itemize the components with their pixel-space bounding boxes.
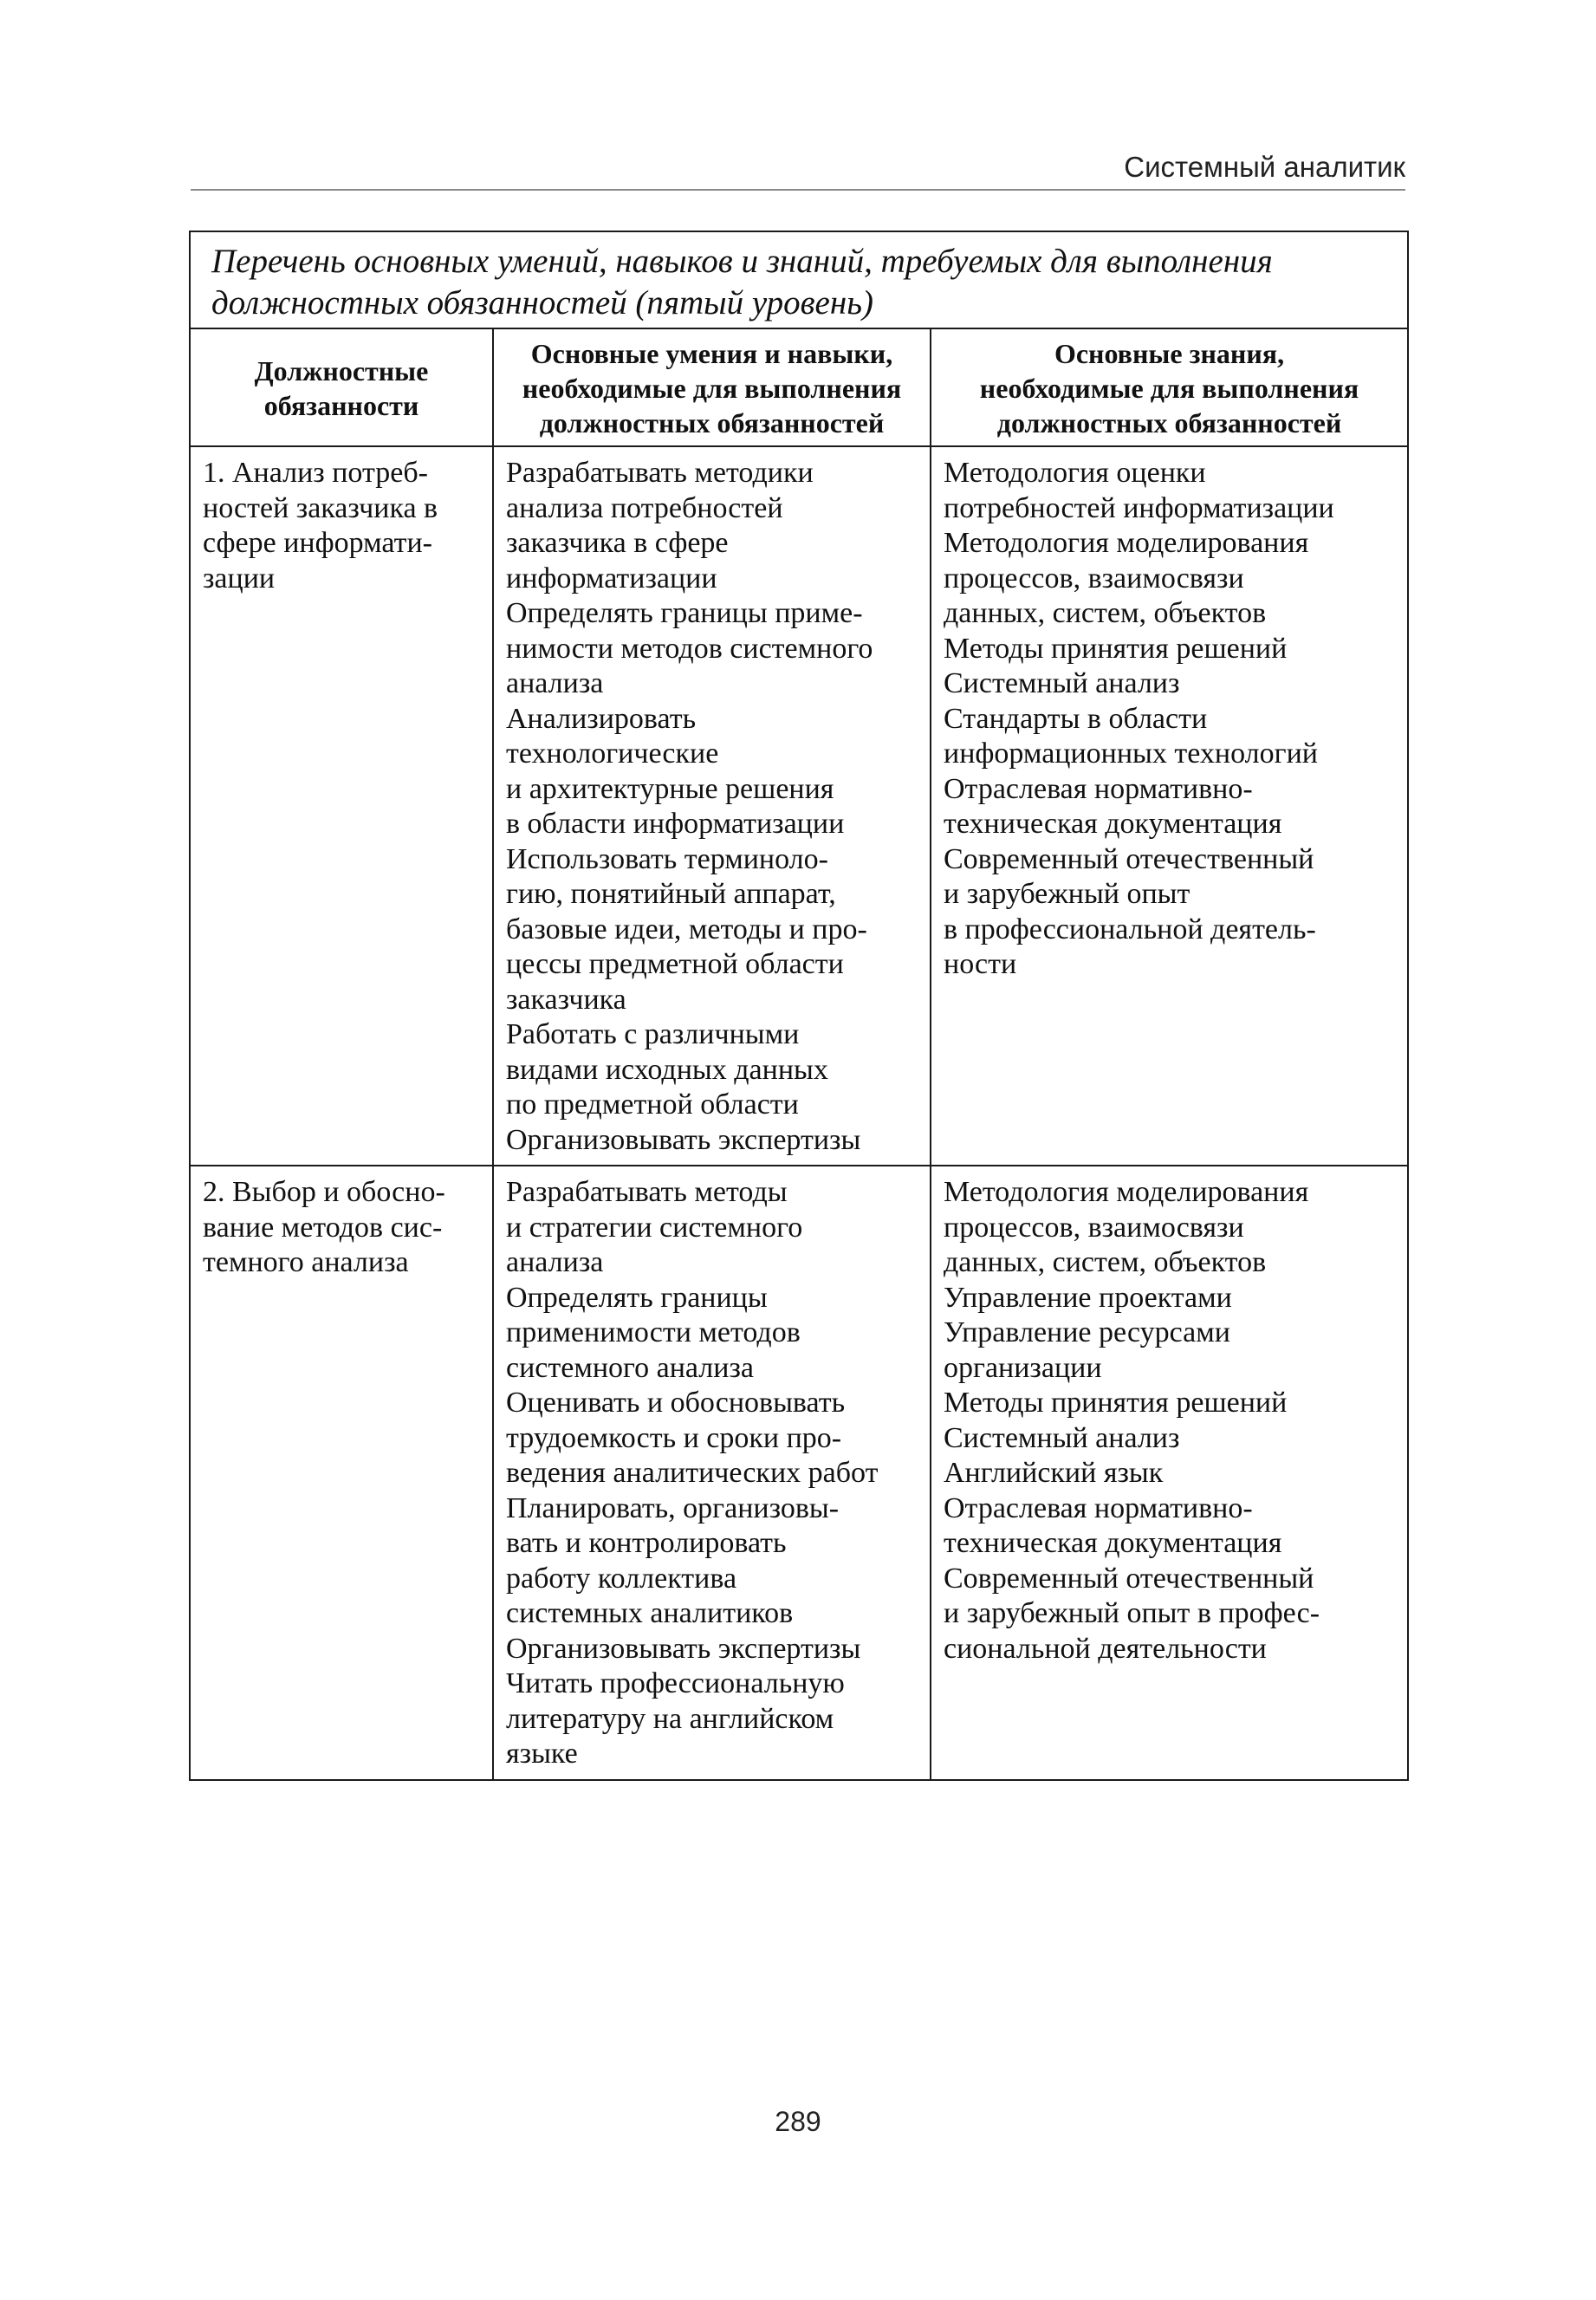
skill-line: Разрабатывать методы xyxy=(506,1176,788,1208)
header-line: обязанности xyxy=(263,390,419,421)
knowledge-line: техническая документация xyxy=(944,808,1282,840)
knowledge-line: Отраслевая нормативно- xyxy=(944,772,1253,805)
skill-line: литературу на английском xyxy=(506,1702,834,1735)
skill-line: в области информатизации xyxy=(506,808,845,840)
column-header-skills xyxy=(493,328,931,446)
skill-line: заказчика в сфере xyxy=(506,527,729,559)
skill-line: ведения аналитических работ xyxy=(506,1457,879,1489)
skill-line: базовые идеи, методы и про- xyxy=(506,913,867,945)
table-header-row xyxy=(190,328,1408,446)
knowledge-line: Методы принятия решений xyxy=(944,1387,1288,1419)
skill-line: системного анализа xyxy=(506,1351,754,1384)
duty-line: ностей заказчика в xyxy=(203,491,438,524)
skill-line: Читать профессиональную xyxy=(506,1667,845,1699)
skill-line: применимости методов xyxy=(506,1316,801,1348)
header-line: должностных обязанностей xyxy=(996,407,1342,439)
duty-line: темного анализа xyxy=(203,1246,409,1278)
knowledge-cell xyxy=(931,1166,1408,1780)
knowledge-line: Системный анализ xyxy=(944,1421,1180,1454)
skill-line: и стратегии системного xyxy=(506,1211,803,1244)
knowledge-line: организации xyxy=(944,1351,1102,1384)
skill-line: Разрабатывать методики xyxy=(506,457,814,489)
duty-line: вание методов сис- xyxy=(203,1211,443,1244)
skill-line: анализа xyxy=(506,1246,604,1278)
knowledge-line: сиональной деятельности xyxy=(944,1632,1267,1665)
knowledge-line: Методология оценки xyxy=(944,457,1206,489)
skill-line: Анализировать xyxy=(506,702,697,735)
skill-line: гию, понятийный аппарат, xyxy=(506,878,836,910)
knowledge-line: Системный анализ xyxy=(944,667,1180,699)
table-caption xyxy=(190,231,1408,328)
header-line: должностных обязанностей xyxy=(539,407,885,439)
duty-line: 2. Выбор и обосно- xyxy=(203,1176,445,1208)
running-header: Системный аналитик xyxy=(191,149,1405,191)
knowledge-line: Современный отечественный xyxy=(944,1562,1314,1595)
duty-line: 1. Анализ потреб- xyxy=(203,457,428,489)
header-line: Должностные xyxy=(254,355,429,387)
knowledge-line: Английский язык xyxy=(944,1457,1164,1489)
skills-cell xyxy=(493,446,931,1166)
knowledge-line: процессов, взаимосвязи xyxy=(944,1211,1244,1244)
duty-line: зации xyxy=(203,562,276,594)
skill-line: видами исходных данных xyxy=(506,1053,828,1086)
skill-line: Организовывать экспертизы xyxy=(506,1123,861,1156)
duties-table xyxy=(189,231,1409,1781)
page-number: 289 xyxy=(775,2106,821,2137)
skill-line: Оценивать и обосновывать xyxy=(506,1387,846,1419)
skill-line: Определять границы приме- xyxy=(506,597,863,629)
knowledge-line: Отраслевая нормативно- xyxy=(944,1491,1253,1524)
duty-cell xyxy=(190,446,493,1166)
skill-line: анализа xyxy=(506,667,604,699)
knowledge-line: Методология моделирования xyxy=(944,1176,1309,1208)
skill-line: трудоемкость и сроки про- xyxy=(506,1421,842,1454)
table-row xyxy=(190,446,1408,1166)
skill-line: работу коллектива xyxy=(506,1562,737,1595)
knowledge-line: информационных технологий xyxy=(944,737,1318,770)
header-line: Основные умения и навыки, xyxy=(530,338,893,369)
skill-line: нимости методов системного xyxy=(506,632,873,665)
knowledge-line: и зарубежный опыт xyxy=(944,878,1191,910)
knowledge-line: и зарубежный опыт в профес- xyxy=(944,1597,1320,1629)
skill-line: информатизации xyxy=(506,562,717,594)
column-header-knowledge xyxy=(931,328,1408,446)
caption-line: Перечень основных умений, навыков и знаний, требуемых для выполнения xyxy=(211,243,1273,280)
header-line: необходимые для выполнения xyxy=(979,373,1359,404)
skill-line: анализа потребностей xyxy=(506,491,783,524)
caption-line: должностных обязанностей (пятый уровень) xyxy=(211,284,873,322)
knowledge-line: Методы принятия решений xyxy=(944,632,1288,665)
header-line: Основные знания, xyxy=(1054,338,1285,369)
knowledge-line: данных, систем, объектов xyxy=(944,1246,1267,1278)
duty-line: сфере информати- xyxy=(203,527,432,559)
duty-cell xyxy=(190,1166,493,1780)
knowledge-line: данных, систем, объектов xyxy=(944,597,1267,629)
skill-line: и архитектурные решения xyxy=(506,772,834,805)
skill-line: цессы предметной области xyxy=(506,948,844,980)
skill-line: вать и контролировать xyxy=(506,1527,787,1559)
skill-line: Организовывать экспертизы xyxy=(506,1632,861,1665)
knowledge-line: Управление ресурсами xyxy=(944,1316,1230,1348)
skill-line: заказчика xyxy=(506,983,626,1016)
knowledge-line: Методология моделирования xyxy=(944,527,1309,559)
knowledge-line: потребностей информатизации xyxy=(944,491,1334,524)
knowledge-line: ности xyxy=(944,948,1017,980)
column-header-duties xyxy=(190,328,493,446)
knowledge-line: в профессиональной деятель- xyxy=(944,913,1316,945)
knowledge-line: Современный отечественный xyxy=(944,842,1314,875)
skill-line: Планировать, организовы- xyxy=(506,1491,840,1524)
knowledge-line: процессов, взаимосвязи xyxy=(944,562,1244,594)
skill-line: языке xyxy=(506,1738,578,1770)
skill-line: системных аналитиков xyxy=(506,1597,794,1629)
knowledge-line: техническая документация xyxy=(944,1527,1282,1559)
skill-line: Использовать терминоло- xyxy=(506,842,828,875)
skill-line: по предметной области xyxy=(506,1088,799,1121)
skill-line: технологические xyxy=(506,737,719,770)
header-line: необходимые для выполнения xyxy=(522,373,902,404)
knowledge-line: Стандарты в области xyxy=(944,702,1208,735)
table-caption-row xyxy=(190,231,1408,328)
skill-line: Работать с различными xyxy=(506,1018,800,1050)
table-row xyxy=(190,1166,1408,1780)
skills-cell xyxy=(493,1166,931,1780)
knowledge-cell xyxy=(931,446,1408,1166)
knowledge-line: Управление проектами xyxy=(944,1281,1232,1314)
skill-line: Определять границы xyxy=(506,1281,768,1314)
